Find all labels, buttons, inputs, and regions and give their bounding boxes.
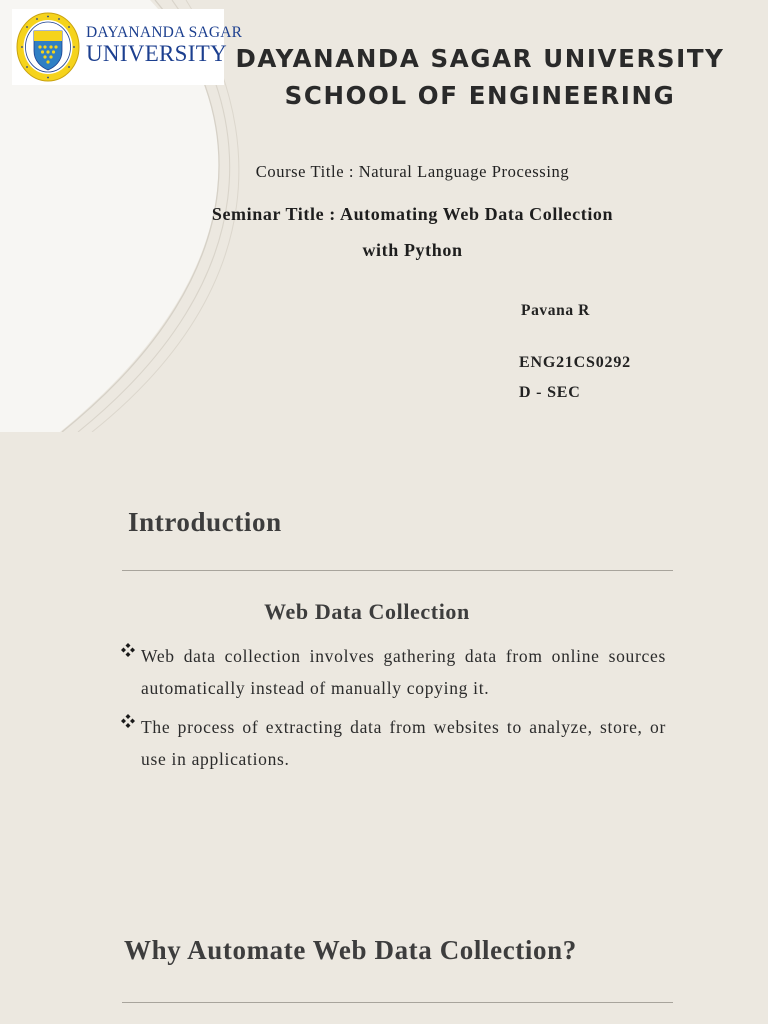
diamond-dots-icon [120,713,136,729]
bullet-text: Web data collection involves gathering data from online sources automatically instead of manually copying it. [141,646,666,698]
diamond-dots-icon [120,642,136,658]
bullet-item [120,641,666,704]
slide-heading: Introduction [128,507,282,537]
university-seal-icon [15,11,81,83]
student-id: ENG21CS0292 [519,354,631,371]
slide-subheading: Web Data Collection [264,599,470,624]
title-slide [0,0,768,432]
bullet-item [120,712,666,775]
logo-text-top: DAYANANDA SAGAR [86,24,243,41]
introduction-slide [0,432,768,864]
seminar-title-line-2: with Python [362,240,463,260]
student-name: Pavana R [521,302,590,319]
university-title [230,40,730,114]
course-title: Course Title : Natural Language Processing [255,162,570,181]
slide-heading: Why Automate Web Data Collection? [124,935,577,965]
heading-divider [122,1002,673,1003]
heading-divider [122,570,673,571]
seminar-title-line-1: Seminar Title : Automating Web Data Collection [211,204,614,224]
student-section: D - SEC [519,384,581,401]
school-name: SCHOOL OF ENGINEERING [284,81,676,110]
logo-text-bottom: UNIVERSITY [86,41,227,66]
seminar-title [160,196,665,268]
university-logo [12,9,243,85]
university-name: DAYANANDA SAGAR UNIVERSITY [235,44,725,73]
why-automate-slide [0,864,768,1024]
bullet-text: The process of extracting data from websites to analyze, store, or use in applications. [141,717,666,769]
